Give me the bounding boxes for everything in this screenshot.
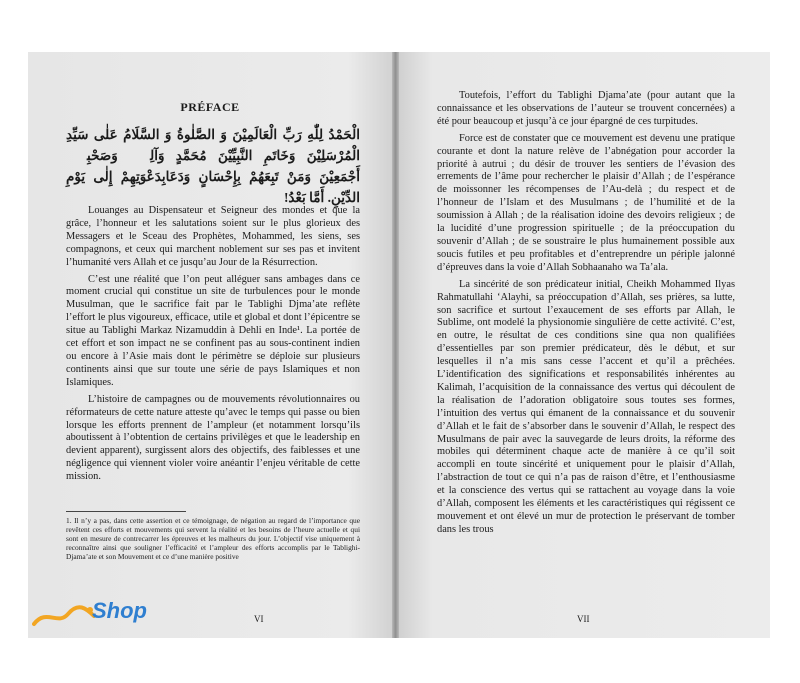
right-page-number: VII	[577, 614, 590, 624]
left-page-body	[66, 205, 360, 488]
shop-logo	[30, 596, 170, 636]
right-page-body	[437, 90, 735, 541]
right-paragraph-2: Force est de constater que ce mouvement est devenu une pratique courante et dont la nature relève de l’abnégation pour accorder la priorité à autrui ; du désir de trouver les sentiers de l’évasion des errements de l’âme pour rechercher le plaisir d’Allah ; de l’espérance de moissonner les récompenses de l’Au-delà ; du respect et de l’honneur de l’Islam et des Musulmans ; de l’humilité et de la soumission à Allah ; de la réalisation idoine des devoirs religieux ; de la lucidité d’une progression spirituelle ; de la préoccupation du souvenir d’Allah ; de se soustraire le plus humainement possible aux soucis futiles et peu profitables et d’entreprendre un périple jalonné d’épreuves dans la voie d’Allah Sobhaanaho wa Ta’ala.	[437, 132, 735, 273]
footnote: 1. Il n’y a pas, dans cette assertion et ce témoignage, de négation au regard de l’importance que revêtent ces efforts et mouvements qui servent la réalité et les besoins de l’heure actuelle et qui sont en mesure de contrecarrer les épreuves et les malheurs du jour. L’objectif vise uniquement à reconnaître ainsi que souligner l’efficacité et l’ampleur des efforts accomplis par le Tablighi-Djama’ate et son Mouvement et ce d’une manière positive	[66, 516, 360, 562]
shop-logo-text: Shop	[92, 598, 147, 623]
arabic-invocation: الْحَمْدُ لِلّٰهِ رَبِّ الْعَالَمِيْنَ وَ الصَّلٰوةُ وَ السَّلَامُ عَلٰى سَيِّدِ الْمُرْسَلِيْنَ وَخَاتَمِ النَّبِيِّيْنَ مُحَمَّدٍ وَآلِهٖ وَصَحْبِهٖ أَجْمَعِيْنَ وَمَنْ تَبِعَهُمْ بِإِحْسَانٍ وَدَعَابِدَعْوَتِهِمْ إِلٰى يَوْمِ الدِّيْنِ. أَمَّا بَعْدُ!	[66, 127, 360, 205]
left-paragraph-3: L’histoire de campagnes ou de mouvements révolutionnaires ou réformateurs de cette nature atteste qu’avec le temps qui passe ou bien lorsque les efforts prennent de l’ampleur (et notamment lorsqu’ils aboutissent à l’obtention de certains privilèges et que le leadership en devient apparent), surgissent alors des objectifs, des faiblesses et une négligence qui viennent violer voire anéantir l’enjeu véritable de cette mission.	[66, 393, 360, 483]
book-gutter	[392, 52, 399, 638]
right-paragraph-1: Toutefois, l’effort du Tablighi Djama’ate (pour autant que la connaissance et les observations de l’auteur se trouvent concernées) a été pour beaucoup et jusqu’à ce jour épargné de ces turpitudes.	[437, 90, 735, 127]
swoosh-icon	[32, 604, 96, 630]
right-paragraph-3: La sincérité de son prédicateur initial, Cheikh Mohammed Ilyas Rahmatullahi ‘Alayhi, sa préoccupation d’Allah, ses prières, sa lutte, son sacrifice et surtout l’exaucement de ses efforts par Allah, le Sublime, ont modelé la physionomie singulière de cette activité. C’est, en outre, le résultat de ces conditions sine qua non qualifiées d’essentielles par son premier prédicateur, dès le début, et sur lesquelles il n’a mis sans cesse l’accent et qu’il a prêchées. L’identification des significations et responsabilités inhérentes au Kalimah, l’acquisition de la connaissance des vertus qui découlent de la réalisation de l’adoration obligatoire sous toutes ses formes, l’intuition des vertus qui émanent de la connaissance et du souvenir d’Allah et le fait de s’absorber dans le souvenir d’Allah, le respect des Musulmans de pair avec la sauvegarde de leurs droits, la réforme des mobiles qui déterminent chaque acte de manière à ce qu’il soit accompli en toute sincérité et uniquement pour le plaisir d’Allah, l’abstraction de tout ce qui n’a pas de raison d’être, et l’enthousiasme et la conscience des vertus qui se rattachent au voyage dans la voie d’Allah, composent les éléments et les caractéristiques qui régissent ce mouvement et ont élevé un mur de protection le préservant de tomber dans les trous	[437, 278, 735, 535]
left-page	[28, 52, 392, 638]
book-spread	[28, 52, 770, 638]
right-page	[399, 52, 770, 638]
page-title: PRÉFACE	[180, 100, 240, 114]
left-paragraph-2: C’est une réalité que l’on peut alléguer sans ambages dans ce moment crucial qui constitue un site de turbulences pour le monde Musulman, que le sacrifice fait par le Tablighi Djma’ate reflète l’effort le plus vigoureux, efficace, utile et global et dont l’épicentre se situe au Tablighi Markaz Nizamuddin à Dehli en Inde¹. La portée de cet effort et son impact ne se confinent pas au sous-continent indien ou encore à l’Asie mais dont le périmètre se déploie sur plusieurs continents ainsi que sur toute une série de pays Islamiques et non Islamiques.	[66, 273, 360, 388]
footnote-divider	[66, 511, 186, 512]
left-paragraph-1: Louanges au Dispensateur et Seigneur des mondes et que la grâce, l’honneur et les salutations soient sur le plus glorieux des Messagers et le Sceau des Prophètes, Mohammed, les siens, ses compagnons, et ceux qui marchent noblement sur ses pas et invitent l’humanité vers Allah et ce jusqu’au Jour de la Résurrection.	[66, 205, 360, 268]
left-page-number: VI	[254, 614, 264, 624]
